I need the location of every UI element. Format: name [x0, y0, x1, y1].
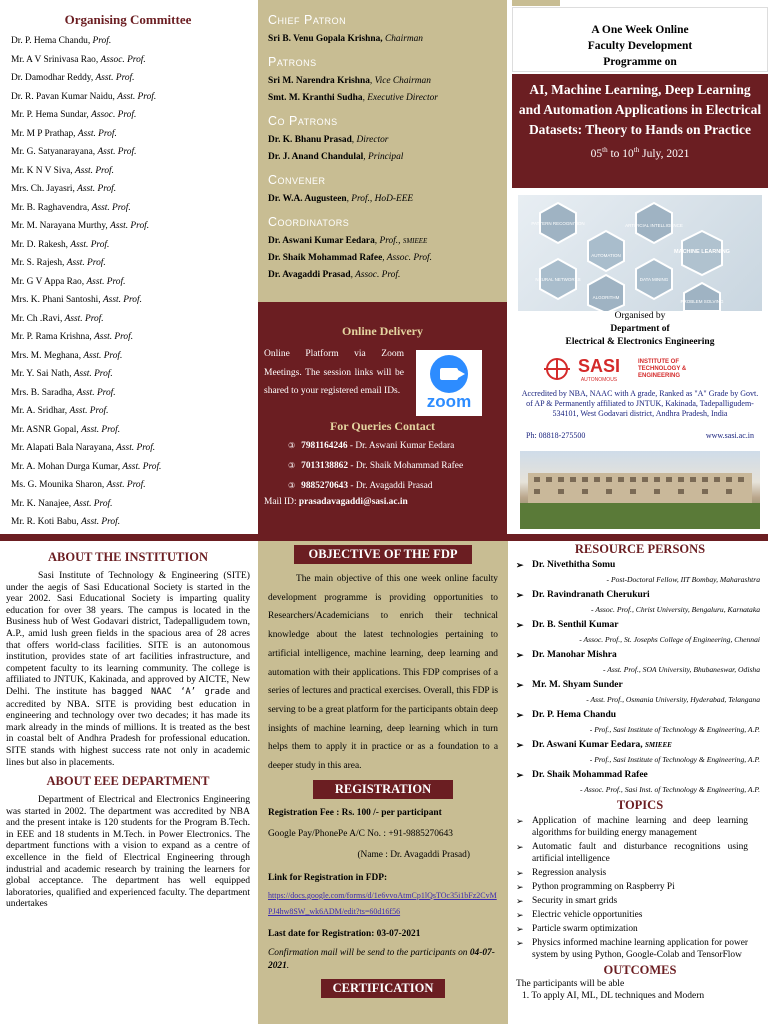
programme-title: AI, Machine Learning, Deep Learning and Automation Applications in Electrical Datasets: Theory to Hands on Practice — [518, 82, 762, 137]
committee-member: Mr. P. Rama Krishna, Asst. Prof. — [11, 332, 134, 342]
topic-item: ➢ Python programming on Raspberry Pi — [514, 881, 766, 893]
contact-item: ③ 7013138862 - Dr. Shaik Mohammad Rafee — [288, 460, 464, 471]
co-patron: Dr. J. Anand Chandulal, Principal — [268, 152, 404, 162]
svg-text:AUTOMATION: AUTOMATION — [591, 253, 621, 258]
certification-title: CERTIFICATION — [321, 979, 445, 998]
coordinators-heading: Coordinators — [268, 215, 350, 229]
committee-member: Mr. R. Koti Babu, Asst. Prof. — [11, 517, 121, 527]
committee-member: Mrs. B. Saradha, Asst. Prof. — [11, 387, 116, 398]
resource-person: ➢ Dr. B. Senthil Kumar - Assoc. Prof., St. Josephs College of Engineering, Chennai — [514, 619, 766, 647]
committee-member: Mr. ASNR Gopal, Asst. Prof. — [11, 424, 121, 435]
committee-title: Organising Committee — [64, 12, 192, 27]
coordinator: Dr. Shaik Mohammad Rafee, Assoc. Prof. — [268, 253, 432, 263]
committee-member: Dr. Damodhar Reddy, Asst. Prof. — [11, 73, 135, 83]
topic-item: ➢ Electric vehicle opportunities — [514, 909, 766, 921]
patron: Sri M. Narendra Krishna, Vice Chairman — [268, 76, 431, 86]
svg-text:PROBLEM SOLVING: PROBLEM SOLVING — [680, 299, 724, 304]
patrons-panel — [258, 0, 507, 302]
contact-number[interactable]: 9885270643 — [301, 480, 349, 491]
chief-patron-heading: Chief Patron — [268, 13, 347, 27]
registration-title: REGISTRATION — [313, 780, 453, 799]
resource-person: ➢ Dr. Manohar Mishra - Asst. Prof., SOA University, Bhubaneswar, Odisha — [514, 649, 766, 677]
resource-list — [514, 559, 766, 797]
committee-member: Mr. M P Prathap, Asst. Prof. — [11, 128, 117, 139]
committee-member: Mr. G V Appa Rao, Asst. Prof. — [11, 276, 126, 287]
committee-member: Ms. G. Mounika Sharon, Asst. Prof. — [11, 480, 146, 490]
svg-text:MACHINE LEARNING: MACHINE LEARNING — [674, 249, 730, 255]
zoom-logo: zoom — [416, 350, 482, 416]
contact-row — [526, 431, 754, 440]
svg-text:PATTERN RECOGNITION: PATTERN RECOGNITION — [531, 221, 585, 226]
topic-item: ➢ Particle swarm optimization — [514, 923, 766, 935]
phone-icon: ③ — [288, 440, 298, 450]
sasi-logo: SASI AUTONOMOUS INSTITUTE OF TECHNOLOGY & ENGINEERING — [542, 355, 742, 383]
patron: Smt. M. Kranthi Sudha, Executive Director — [268, 93, 438, 103]
delivery-title: Online Delivery — [342, 324, 423, 338]
delivery-panel — [258, 302, 507, 534]
committee-member: Mr. Y. Sai Nath, Asst. Prof. — [11, 369, 113, 379]
registration-link[interactable]: https://docs.google.com/forms/d/1e6vvoAtmCp1lQsTOc35i1bFz2CvMPJ4hw8SW_wk6ADM/edit?ts=60d16f56 — [268, 890, 497, 916]
phone-icon: ③ — [288, 480, 298, 490]
committee-member: Mr. M. Narayana Murthy, Asst. Prof. — [11, 221, 150, 231]
committee-member: Mr. A V Srinivasa Rao, Assoc. Prof. — [11, 54, 146, 65]
registration-fee: Registration Fee : Rs. 100 /- per participant — [268, 807, 442, 818]
contact-list — [288, 436, 501, 496]
topic-item: ➢ Security in smart grids — [514, 895, 766, 907]
topic-item: ➢ Regression analysis — [514, 867, 766, 879]
svg-text:DATA MINING: DATA MINING — [639, 277, 669, 282]
contact-number[interactable]: 7013138862 — [301, 460, 349, 471]
mail-line: Mail ID: prasadavagaddi@sasi.ac.in — [264, 496, 408, 507]
committee-member: Mr. Alapati Bala Narayana, Asst. Prof. — [11, 443, 156, 453]
mail-link[interactable]: prasadavagaddi@sasi.ac.in — [298, 496, 408, 507]
convener: Dr. W.A. Augusteen, Prof., HoD-EEE — [268, 194, 414, 204]
chief-patron: Sri B. Venu Gopala Krishna, Chairman — [268, 34, 423, 44]
committee-member: Mr. P. Hema Sundar, Assoc. Prof. — [11, 110, 137, 120]
resource-person: ➢ Mr. M. Shyam Sunder - Asst. Prof., Osmania University, Hyderabad, Telangana — [514, 679, 766, 707]
organising-committee-panel — [0, 0, 256, 534]
coordinator: Dr. Avagaddi Prasad, Assoc. Prof. — [268, 270, 401, 280]
phone-number: Ph: 08818-275500 — [526, 431, 586, 440]
website-link[interactable]: www.sasi.ac.in — [705, 431, 754, 440]
queries-title: For Queries Contact — [329, 418, 436, 433]
ml-hex-graphic — [518, 195, 762, 311]
outcome-item: 1. To apply AI, ML, DL techniques and Modern — [522, 991, 705, 1001]
coordinator: Dr. Aswani Kumar Eedara, Prof., SMIEEE — [268, 236, 428, 246]
programme-date: 05th to 10th July, 2021 — [590, 146, 690, 160]
resource-person: ➢ Dr. Aswani Kumar Eedara, SMIEEE - Prof., Sasi Institute of Technology & Engineering, A.P. — [514, 739, 766, 767]
payment-account: Google Pay/PhonePe A/C No. : +91-9885270643 — [268, 828, 453, 839]
objective-panel — [258, 541, 508, 1024]
committee-member: Mr. D. Rakesh, Asst. Prof. — [11, 239, 110, 250]
svg-text:ARTIFICIAL INTELLIGENCE: ARTIFICIAL INTELLIGENCE — [625, 223, 683, 228]
outcomes-intro: The participants will be able — [516, 979, 625, 989]
committee-member: Mrs. K. Phani Santoshi, Asst. Prof. — [11, 295, 142, 305]
co-patron: Dr. K. Bhanu Prasad, Director — [268, 135, 389, 145]
topic-item: ➢ Physics informed machine learning application for power system by using Python, Google-Colab and TensorFlow — [514, 937, 766, 961]
contact-number[interactable]: 7981164246 — [301, 440, 348, 451]
convener-heading: Convener — [268, 173, 326, 187]
about-panel — [0, 541, 256, 1024]
resource-person: ➢ Dr. Ravindranath Cherukuri - Assoc. Prof., Christ University, Bengaluru, Karnataka — [514, 589, 766, 617]
phone-icon: ③ — [288, 460, 298, 470]
zoom-camera-icon — [430, 355, 468, 393]
objective-text: The main objective of this one week online faculty development programme is providing opportunities to Researchers/Academicians to enrich their technical knowledge about the latest technologies pertaining to artificial intelligence, machine learning, deep learning and automation with their applications. This FDP comprises of a series of lectures and practical exercises. Overall, this FDP is serving to be a great platform for the participants obtain deep insights of machine learning, deep learning which in turn helps them to apply it in practice or as a foundation to a deeper study in this area. — [268, 574, 498, 772]
institution-title: ABOUT THE INSTITUTION — [47, 550, 208, 564]
machine-learning-graphic — [518, 195, 762, 311]
committee-member: Mr. A. Mohan Durga Kumar, Asst. Prof. — [11, 461, 162, 472]
committee-member: Mr. G. Satyanarayana, Asst. Prof. — [11, 147, 137, 157]
programme-title-box — [512, 74, 768, 188]
resource-person: ➢ Dr. P. Hema Chandu - Prof., Sasi Institute of Technology & Engineering, A.P. — [514, 709, 766, 737]
topic-item: ➢ Application of machine learning and deep learning algorithms for building energy management — [514, 815, 766, 839]
outcomes-title: OUTCOMES — [603, 963, 677, 977]
contact-item: ③ 7981164246 - Dr. Aswani Kumar Eedara — [288, 440, 455, 451]
committee-member: Dr. P. Hema Chandu, Prof. — [11, 36, 112, 46]
institution-text: Sasi Institute of Technology & Engineering (SITE) under the aegis of Sasi Educational Society is started in the year 2002. Sasi Educational Society is imparting quality education for over 38 years. The campus is located in the Business hub of West Godavari district, Tadepalligudem town, A.P., amid lush green fields in the spacious area of 28 acres that offers world-class facilities. SITE is an autonomous institution, provides state of art facilities infrastructure, and competent faculty to its learning community. The college is affiliated to JNTUK, Kakinada, and approved by AICTE, New Delhi. The institute has bagged NAAC ‘A’ grade and accredited by NBA. SITE is providing best education in engineering and technology over two decades; it has made its mark already in the minds of millions. It is treated as the best in coastal belt of Andhra Pradesh for professional education. SITE stands with highest success rate not only in academic lines but also in placements. — [6, 570, 250, 768]
committee-member: Mr. K. Nanajee, Asst. Prof. — [11, 498, 113, 509]
resource-person: ➢ Dr. Shaik Mohammad Rafee - Assoc. Prof., Sasi Inst. of Technology & Engineering, A.P. — [514, 769, 766, 797]
committee-member: Mr. K N V Siva, Asst. Prof. — [11, 165, 114, 176]
resources-panel — [512, 541, 768, 1024]
payment-name: (Name : Dr. Avagaddi Prasad) — [357, 849, 470, 860]
confirmation-note: Confirmation mail will be send to the participants on 04-07-2021. — [268, 947, 495, 971]
delivery-text: Online Platform via Zoom Meetings. The session links will be shared to your registered email IDs. — [264, 349, 404, 396]
svg-text:ALGORITHM: ALGORITHM — [592, 295, 620, 300]
committee-member: Mr. A. Sridhar, Asst. Prof. — [11, 406, 109, 416]
resource-person: ➢ Dr. Nivethitha Somu - Post-Doctoral Fellow, IIT Bombay, Maharashtra — [514, 559, 766, 587]
accreditation-text: Accredited by NBA, NAAC with A grade, Ranked as "A" Grade by Govt. of AP & Permanently affiliated to JNTUK, Kakinada, Tadepalligudem-534101, West Godavari district, Andhra Pradesh, India — [521, 389, 759, 418]
header-panel — [512, 0, 768, 534]
committee-member: Mr. S. Rajesh, Asst. Prof. — [11, 258, 106, 268]
eee-title: ABOUT EEE DEPARTMENT — [46, 774, 210, 789]
committee-member: Mr. Ch .Ravi, Asst. Prof. — [11, 313, 104, 324]
committee-member: Mrs. Ch. Jayasri, Asst. Prof. — [11, 184, 117, 194]
committee-member: Dr. R. Pavan Kumar Naidu, Asst. Prof. — [11, 91, 157, 102]
topics-title: TOPICS — [616, 798, 664, 812]
registration-deadline: Last date for Registration: 03-07-2021 — [268, 928, 421, 939]
co-patrons-heading: Co Patrons — [268, 114, 338, 128]
objective-title: OBJECTIVE OF THE FDP — [294, 545, 472, 564]
organiser-block: Organised by Department of Electrical & Electronics Engineering — [565, 311, 715, 347]
programme-box: A One Week Online Faculty Development Programme on — [512, 7, 768, 72]
resource-title: RESOURCE PERSONS — [574, 542, 706, 556]
svg-text:NEURAL NETWORKS: NEURAL NETWORKS — [535, 277, 581, 282]
topic-list — [514, 815, 766, 961]
topic-item: ➢ Automatic fault and disturbance recognitions using artificial intelligence — [514, 841, 766, 865]
committee-list — [11, 32, 256, 532]
committee-member: Mrs. M. Meghana, Asst. Prof. — [11, 350, 123, 361]
campus-photo — [520, 451, 760, 529]
sasi-emblem-icon — [542, 356, 572, 382]
divider-band — [0, 534, 768, 541]
eee-text: Department of Electrical and Electronics Engineering was started in 2002. The department was accredited by NBA and the present intake is 120 students for the Program B.Tech. in EEE and 18 students in M.Tech. in Power Electronics. The department functions with a vision to expand as a centre of excellence in the field of Electrical Engineering through industrial and academic research by training the learners for global acceptance. The department has well equipped laboratories, qualified and experienced faculty. The department undertakes — [6, 794, 250, 910]
patrons-heading: Patrons — [268, 55, 317, 69]
registration-link-label: Link for Registration in FDP: — [268, 872, 388, 883]
committee-member: Mr. B. Raghavendra, Asst. Prof. — [11, 202, 131, 213]
contact-item: ③ 9885270643 - Dr. Avagaddi Prasad — [288, 480, 433, 491]
